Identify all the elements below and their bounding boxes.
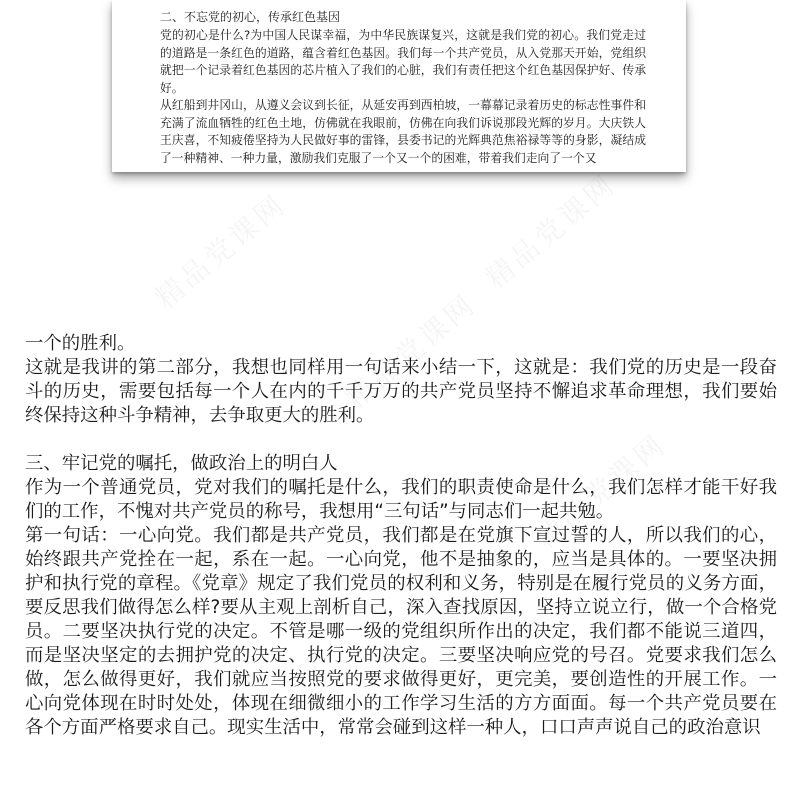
paragraph: 一个的胜利。 <box>25 333 136 354</box>
paragraph: 作为一个普通党员，党对我们的嘱托是什么，我们的职责使命是什么，我们怎样才能干好我们的工作，不愧对共产党员的称号，我想用“三句话”与同志们一起共勉。 <box>25 477 777 522</box>
paragraph: 第一句话：一心向党。我们都是共产党员，我们都是在党旗下宣过誓的人，所以我们的心，始终跟共产党拴在一起，系在一起。一心向党，他不是抽象的，应当是具体的。一要坚决拥护和执行党的章程。《党章》规定了我们党员的权利和义务，特别是在履行党员的义务方面，要反思我们做得怎么样?要从主观上剖析自己，深入查找原因，坚持立说立行，做一个合格党员。二要坚决执行党的决定。不管是哪一级的党组织所作出的决定，我们都不能说三道四，而是坚决坚定的去拥护党的决定、执行党的决定。三要坚决响应党的号召。党要求我们怎么做，怎么做得更好，我们就应当按照党的要求做得更好，更完美，要创造性的开展工作。一心向党体现在时时处处，体现在细微细小的工作学习生活的方方面面。每一个共产党员要在各个方面严格要求自己。现实生活中，常常会碰到这样一种人，口口声声说自己的政治意识 <box>25 525 777 738</box>
watermark <box>476 163 624 296</box>
section-heading: 二、不忘党的初心，传承红色基因 <box>160 10 341 24</box>
paragraph-gap <box>25 428 777 452</box>
main-text-body <box>25 332 777 740</box>
preview-paragraph: 党的初心是什么?为中国人民谋幸福，为中华民族谋复兴，这就是我们党的初心。我们党走过的道路是一条红色的道路，蕴含着红色基因。我们每一个共产党员，从入党那天开始，党组织就把一个记录着红色基因的芯片植入了我们的心脏，我们有责任把这个红色基因保护好、传承好。 <box>160 28 646 95</box>
watermark <box>146 183 294 316</box>
section-heading: 三、牢记党的嘱托，做政治上的明白人 <box>25 453 338 474</box>
paragraph: 这就是我讲的第二部分，我想也同样用一句话来小结一下，这就是：我们党的历史是一段奋斗的历史，需要包括每一个人在内的千千万万的共产党员坚持不懈追求革命理想，我们要始终保持这种斗争精神，去争取更大的胜利。 <box>25 357 777 426</box>
page-preview-card <box>112 0 686 172</box>
preview-paragraph: 从红船到井冈山，从遵义会议到长征，从延安再到西柏坡，一幕幕记录着历史的标志性事件和充满了流血牺牲的红色土地，仿佛就在我眼前，仿佛在向我们诉说那段光辉的岁月。大庆铁人王庆喜，不知疲倦坚持为人民做好事的雷锋，县委书记的光辉典范焦裕禄等等的身影，凝结成了一种精神、一种力量，激励我们克服了一个又一个的困难，带着我们走向了一个又 <box>160 98 646 165</box>
